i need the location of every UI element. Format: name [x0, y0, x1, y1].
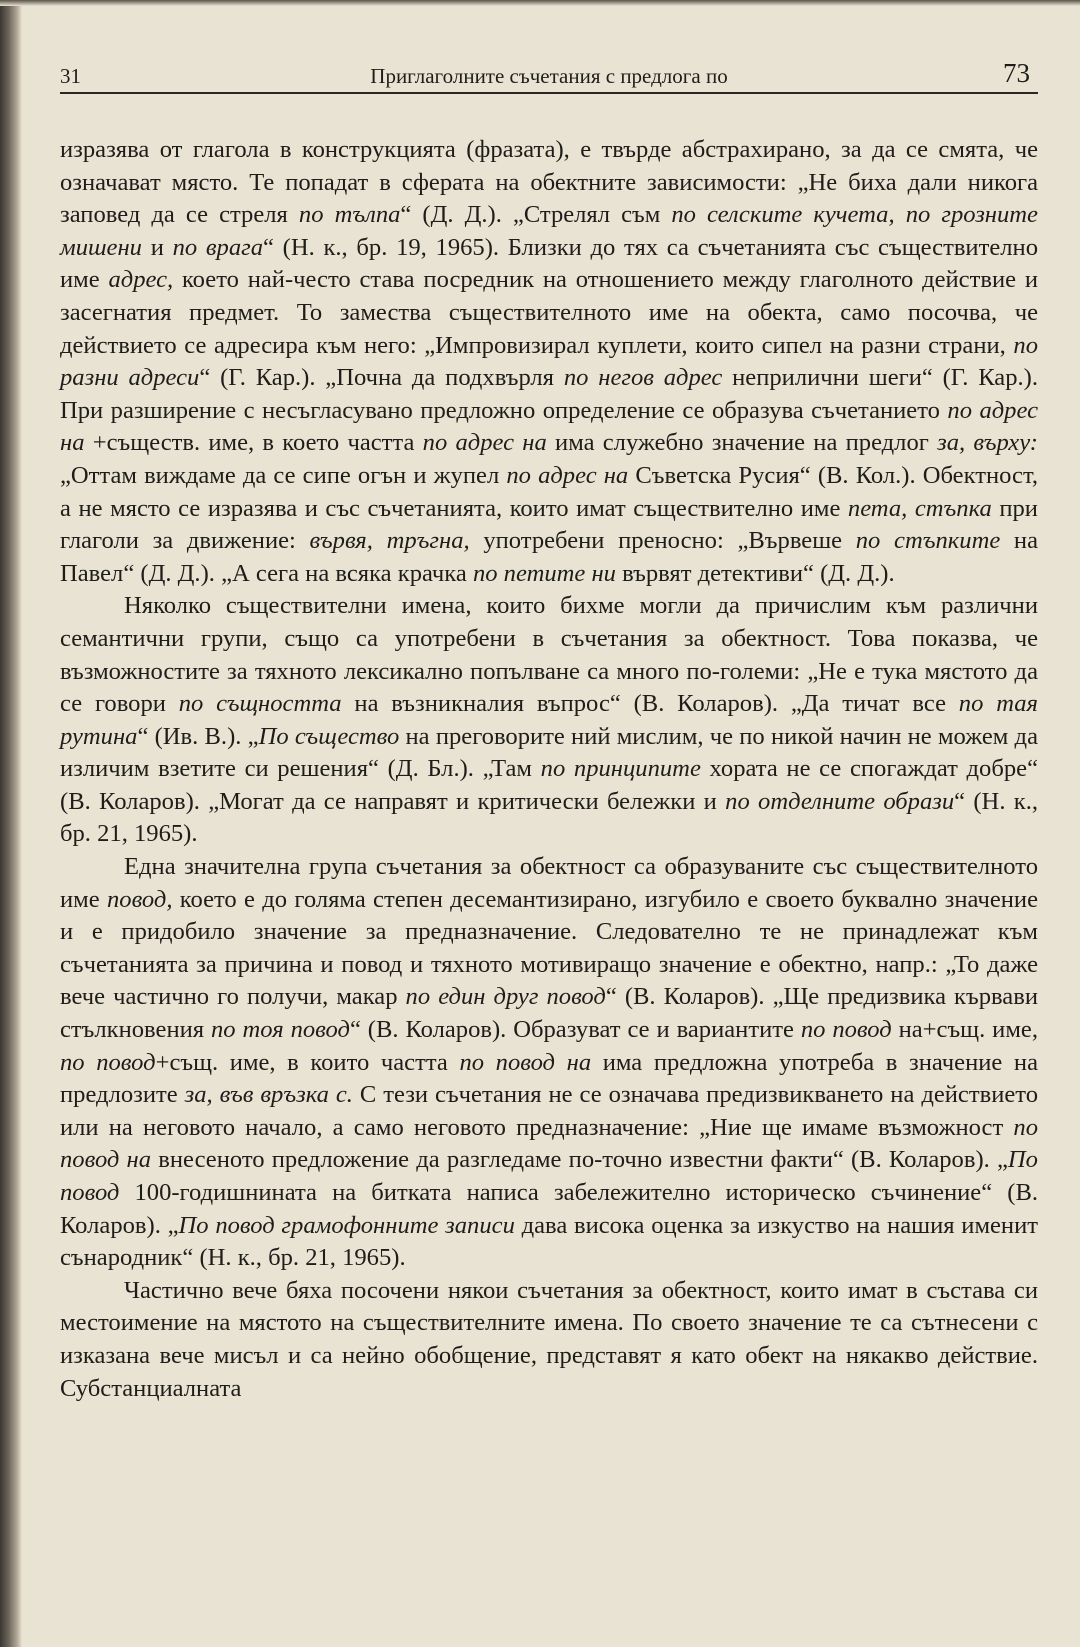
italic-example: по разни адреси — [60, 331, 1038, 392]
italic-example: по същността — [178, 690, 342, 718]
paragraph — [60, 590, 1038, 851]
text-run: Няколко съществителни имена, които бихме могли да причислим към различни семантични групи, също са употребени в съчетания за обектност. Това показва, че възможностите за тяхното лексикално попълване са много по-големи: „Не е тука мястото да се говори — [60, 592, 1038, 718]
text-run: има предложна употреба в значение на предлозите — [60, 1048, 1039, 1109]
text-run: “ (В. Коларов). Образуват се и вариантите — [349, 1016, 801, 1044]
italic-example: по повод на — [60, 1113, 1038, 1174]
italic-example: По повод грамофонните записи — [178, 1211, 515, 1239]
text-run: хората не се спогаждат добре“ (В. Коларов). „Могат да се направят и критически бележки и — [60, 755, 1038, 815]
italic-example: повод, — [106, 885, 173, 913]
text-run: 100-годишнината на битката написа забележително историческо съчинение“ (В. Коларов). „ — [60, 1179, 1038, 1239]
page-top-edge — [0, 0, 1080, 6]
text-run: употребени преносно: „Вървеше — [469, 527, 856, 555]
text-run: на преговорите ний мислим, че по никой начин не можем да изличим взетите си решения“ (Д. Бл.). „Там — [60, 722, 1038, 783]
italic-example: по врага — [172, 233, 264, 261]
text-run: на Павел“ (Д. Д.). „А сега на всяка крачка — [60, 527, 1039, 587]
text-run: “ (Д. Д.). „Стрелял съм — [400, 201, 672, 229]
text-run: “ (В. Коларов). „Ще предизвика кървави стълкновения — [60, 983, 1038, 1044]
book-spine-shadow — [0, 0, 22, 1647]
italic-example: пета, стъпка — [847, 494, 992, 522]
text-run: С тези съчетания не се означава предизвикването на действието или на неговото начало, а само неговото предназначение: „Ние ще имаме възможност — [60, 1081, 1039, 1141]
text-run: вървят детективи“ (Д. Д.). — [615, 559, 895, 587]
italic-example: по тоя повод — [211, 1016, 350, 1044]
italic-example: по отделните образи — [725, 787, 955, 815]
text-run: което е до голяма степен десемантизирано, изгубило е своето буквално значение и е придобило значение за предназначение. Следователно те не принадлежат към съчетанията за причина и повод и тяхното мотивиращо значение е обектно, напр.: „То даже вече частично го получи, макар — [60, 885, 1039, 1011]
italic-example: по стъпките — [855, 527, 1001, 555]
text-run: има служебно значение на предлог — [546, 429, 938, 457]
italic-example: за, във връзка с. — [184, 1081, 353, 1109]
text-run: Една значителна група съчетания за обектност са образуваните със съществителното име — [60, 853, 1038, 913]
italic-example: по принципите — [540, 755, 701, 783]
book-page-number: 31 — [60, 64, 81, 88]
text-run: +същ. име, в които частта — [155, 1048, 460, 1076]
italic-example: По същество — [258, 722, 400, 750]
page-number: 73 — [1003, 58, 1030, 88]
text-run: “ (Н. к., бр. 21, 1965). — [60, 787, 1039, 848]
italic-example: за, върху: — [937, 429, 1039, 457]
text-run: неприлични шеги“ (Г. Кар.). При разширение с несъгласувано предложно определение се образува съчетанието — [60, 364, 1038, 424]
text-run: на+същ. име, — [891, 1016, 1038, 1044]
text-run: дава висока оценка за изкуство на нашия именит сънародник“ (Н. к., бр. 21, 1965). — [60, 1211, 1038, 1272]
italic-example: по тая рутина — [60, 690, 1038, 750]
italic-example: вървя, тръгна, — [309, 527, 470, 555]
text-run: изразява от глагола в конструкцията (фразата), е твърде абстрахирано, за да се смята, че означават място. Те попадат в сферата на обектните зависимости: „Не биха дали никога заповед да се стреля — [60, 136, 1038, 229]
italic-example: по адрес на — [60, 396, 1038, 457]
italic-example: по повод — [800, 1016, 892, 1044]
italic-example: по повод — [60, 1048, 156, 1076]
paragraph — [60, 134, 1038, 590]
italic-example: по селските кучета, по грозните мишени — [60, 201, 1038, 261]
text-run: „Оттам виждаме да се сипе огън и жупел — [60, 461, 507, 489]
text-run: “ (Н. к., бр. 19, 1965). Близки до тях са съчетанията със съществително име — [60, 233, 1038, 294]
text-run: “ (Ив. В.). „ — [137, 722, 259, 750]
italic-example: по един друг повод — [405, 983, 606, 1011]
text-run: Частично вече бяха посочени някои съчетания за обектност, които имат в състава си местоимение на мястото на съществителните имена. По своето значение те са сътнесени с изказана вече мисъл и са нейно обобщение, представят я като обект на някакво действие. Субстанциалната — [60, 1276, 1038, 1402]
paragraph — [60, 1275, 1038, 1405]
italic-example: по негов адрес — [563, 364, 723, 392]
italic-example: адрес, — [108, 266, 174, 294]
text-run: внесеното предложение да разгледаме по-точно известни факти“ (В. Коларов). „ — [151, 1146, 1008, 1174]
text-run: на възникналия въпрос“ (В. Коларов). „Да тичат все — [341, 690, 959, 718]
italic-example: по петите ни — [472, 559, 616, 587]
chapter-title: Приглаголните съчетания с предлога по — [370, 64, 728, 88]
text-run: при глаголи за движение: — [60, 494, 1038, 555]
text-run: +съществ. име, в което частта — [84, 429, 423, 457]
italic-example: по тълпа — [298, 201, 401, 229]
italic-example: по адрес на — [506, 461, 629, 489]
paragraph — [60, 851, 1038, 1275]
text-run: Съветска Русия“ (В. Кол.). Обектност, а не място се изразява и със съчетанията, които имат съществително име — [60, 461, 1038, 522]
text-run: “ (Г. Кар.). „Почна да подхвърля — [199, 364, 564, 392]
italic-example: по повод на — [459, 1048, 592, 1076]
text-run: и — [141, 233, 173, 261]
book-page — [60, 48, 1038, 1405]
italic-example: по адрес на — [422, 429, 547, 457]
italic-example: По повод — [60, 1146, 1038, 1206]
running-header — [60, 48, 1038, 94]
body-text — [60, 134, 1038, 1405]
text-run: което най-често става посредник на отношението между глаголното действие и засегнатия предмет. То замества съществителното име на обекта, само посочва, че действието се адресира към него: „Импровизирал куплети, които сипел на разни страни, — [60, 266, 1038, 359]
